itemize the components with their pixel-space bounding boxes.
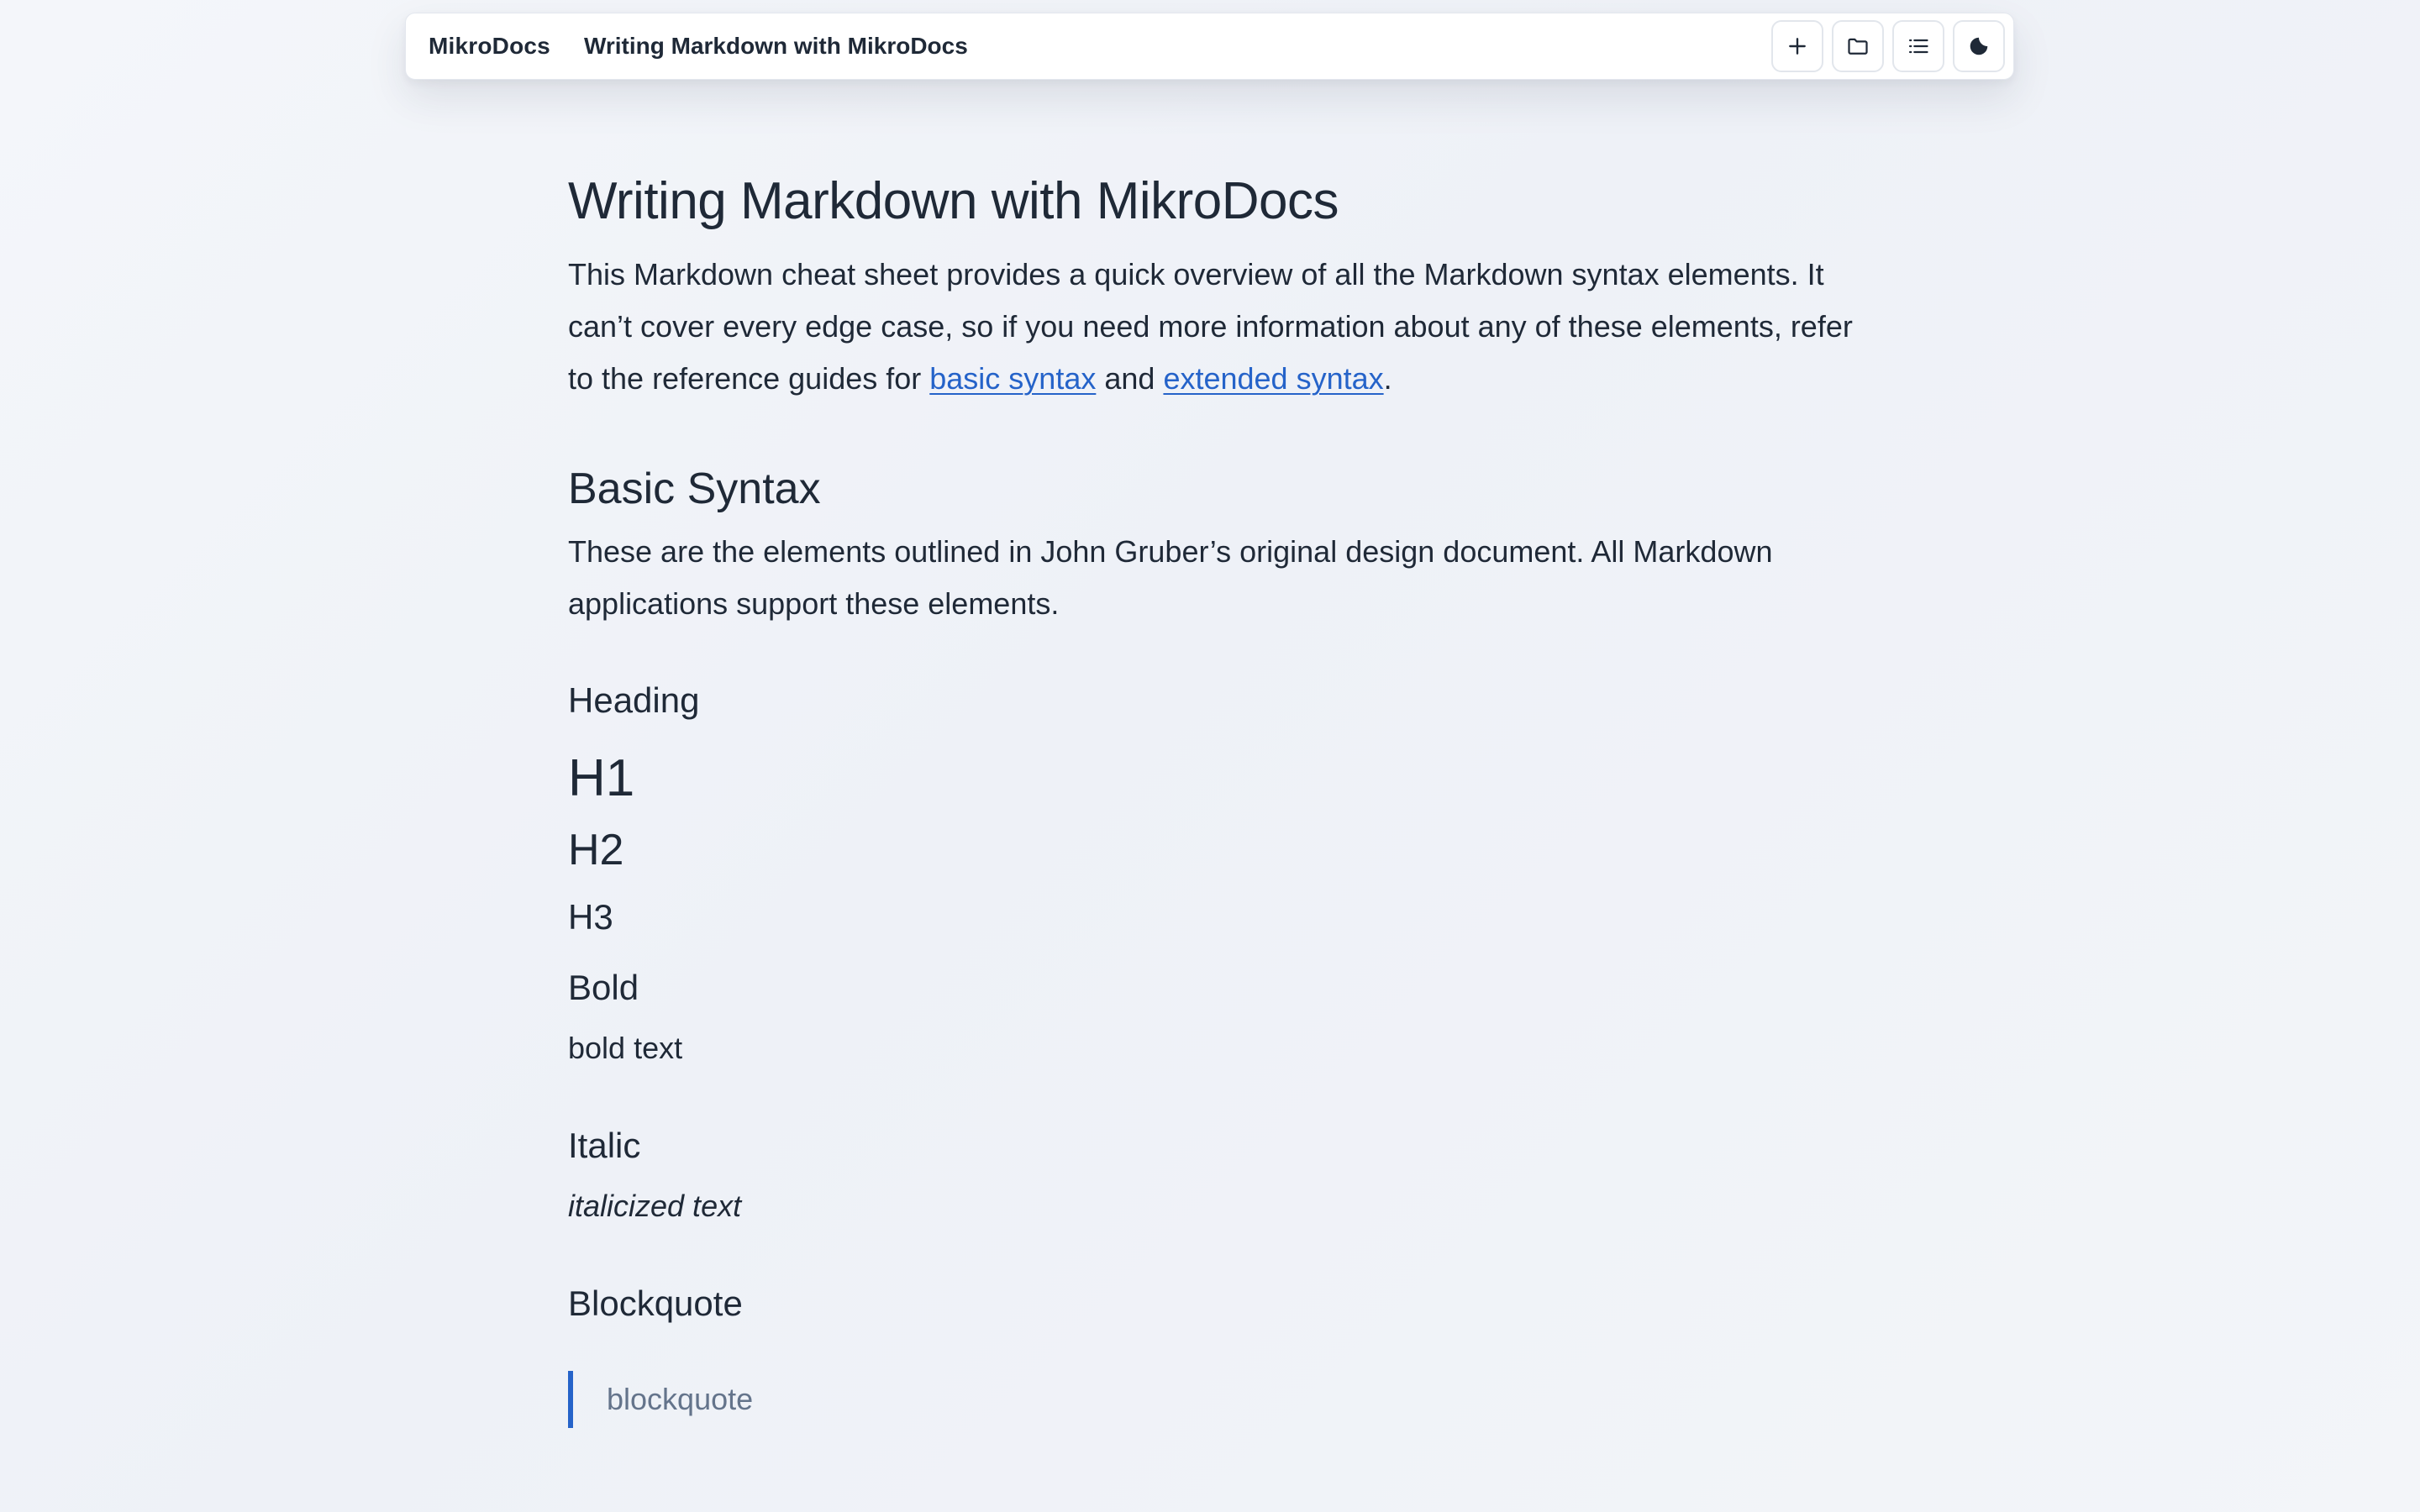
basic-syntax-heading: Basic Syntax <box>568 465 821 513</box>
intro-text-before: This Markdown cheat sheet provides a quick overview of all the Markdown syntax elements. It can’t cover every edge case, so if you need more information about any of these elements, refer to the reference guides for <box>568 257 1853 396</box>
list-icon <box>1907 34 1930 58</box>
example-h1: H1 <box>568 749 635 807</box>
blockquote-sample-text: blockquote <box>607 1382 754 1416</box>
extended-syntax-link[interactable]: extended syntax <box>1163 361 1384 396</box>
page-title: Writing Markdown with MikroDocs <box>568 172 1339 230</box>
intro-text-middle: and <box>1096 361 1164 396</box>
bold-section-title: Bold <box>568 968 639 1007</box>
moon-icon <box>1968 35 1990 57</box>
plus-icon <box>1786 35 1808 57</box>
basic-syntax-description: These are the elements outlined in John Gruber’s original design document. All Markdown applications support these elements. <box>568 534 1773 621</box>
document-title: Writing Markdown with MikroDocs <box>583 33 968 59</box>
theme-toggle-button[interactable] <box>1953 20 2005 72</box>
intro-paragraph <box>568 249 1862 405</box>
app-brand[interactable]: MikroDocs <box>429 33 550 59</box>
blockquote-sample <box>568 1371 1862 1428</box>
bold-sample-text: bold text <box>568 1031 683 1065</box>
italic-sample-text: italicized text <box>568 1189 742 1223</box>
top-toolbar <box>405 13 2014 80</box>
folder-icon <box>1846 34 1870 58</box>
blockquote-section-title: Blockquote <box>568 1284 743 1323</box>
basic-syntax-link[interactable]: basic syntax <box>929 361 1097 396</box>
document-content <box>568 160 1862 1428</box>
new-document-button[interactable] <box>1771 20 1823 72</box>
intro-text-after: . <box>1383 361 1392 396</box>
example-h3: H3 <box>568 897 613 937</box>
table-of-contents-button[interactable] <box>1892 20 1944 72</box>
example-h2: H2 <box>568 826 624 874</box>
heading-section-title: Heading <box>568 680 700 720</box>
open-folder-button[interactable] <box>1832 20 1884 72</box>
italic-section-title: Italic <box>568 1126 641 1165</box>
